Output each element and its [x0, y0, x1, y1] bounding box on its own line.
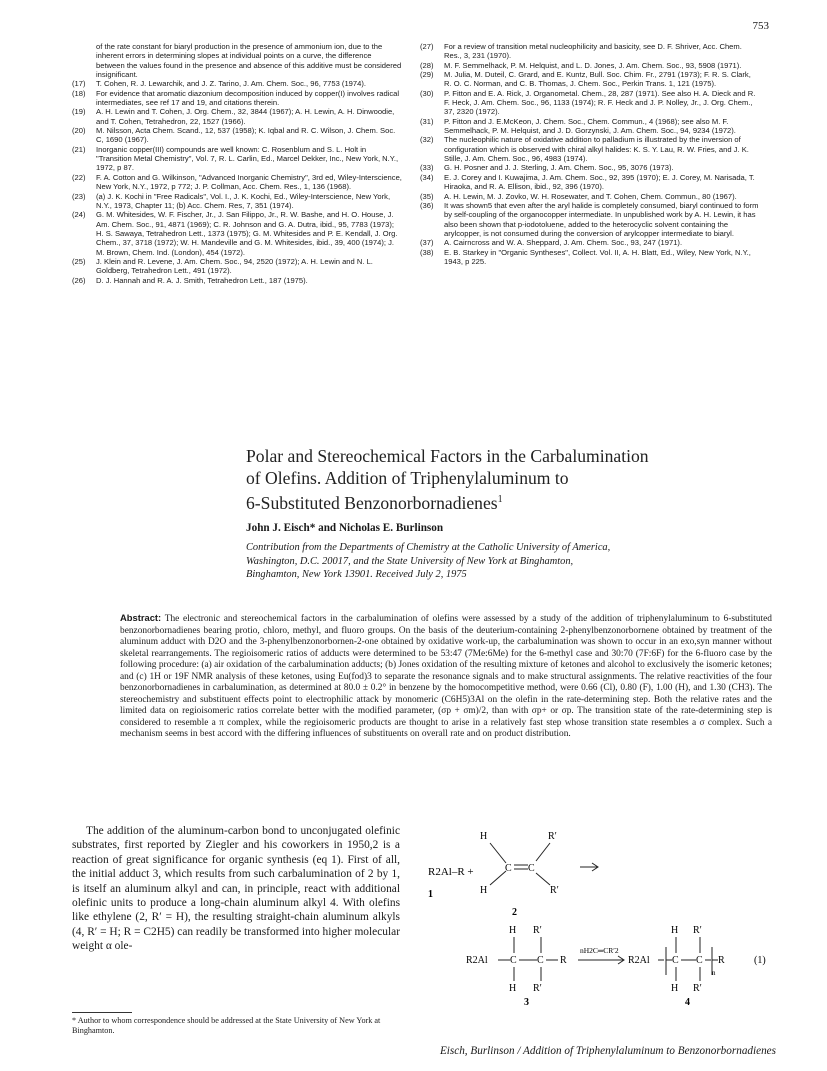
scheme-h-bottom: H: [480, 885, 488, 896]
reference-number: (28): [420, 60, 434, 70]
reference-item: [72, 107, 402, 126]
reference-item: [420, 42, 760, 61]
scheme-label-3: 3: [524, 997, 529, 1005]
reference-number: (32): [420, 135, 434, 145]
reference-item: [72, 210, 402, 257]
body-paragraph: The addition of the aluminum-carbon bond to unconjugated olefinic substrates, first reported by Ziegler and his coworkers in 1950,2 is a reaction of great significance for organic synthesis (eq 1). First of all, the initial adduct 3, which results from such carbalumination of 2 by 1, is itself an aluminum alkyl and can, in principle, react with additional olefinic units to produce a long-chain aluminum alkyl 4. With olefins like ethylene (2, R′ = H), the resulting straight-chain aluminum alkyls (4, R′ = H; R = C2H5) can readily be transformed into higher molecular weight α ole-: [72, 825, 400, 953]
reference-text: F. A. Cotton and G. Wilkinson, "Advanced Inorganic Chemistry", 3rd ed, Wiley-Interscience, New York, N.Y., 1972, p 772; J. P. Collman, Acc. Chem. Res., 1, 136 (1968).: [96, 172, 402, 192]
reference-item: [420, 89, 760, 117]
page-number: 753: [752, 20, 769, 32]
references-right: [420, 42, 760, 266]
title-line-1: Polar and Stereochemical Factors in the Carbalumination: [246, 446, 649, 466]
reference-item: [72, 192, 402, 211]
title-footnote-marker: 1: [497, 494, 503, 505]
reference-number: (31): [420, 116, 434, 126]
reference-item: [72, 257, 402, 276]
reference-text: It was shown5 that even after the aryl halide is completely consumed, biaryl continued to form by self-coupling of the organocopper intermediate. In unpublished work by A. H. Lewin, it has also been shown that p-iodotoluene, added to the heterocyclic solvent containing the arylcopper, is not consumed during the conversion of arylcopper intermediate to biaryl.: [444, 200, 759, 238]
reference-text: M. Nilsson, Acta Chem. Scand., 12, 537 (1958); K. Iqbal and R. C. Wilson, J. Chem. Soc. C, 1690 (1967).: [96, 126, 396, 145]
scheme-label-2: 2: [512, 907, 517, 918]
scheme-c4: C: [537, 955, 544, 966]
reference-text: G. M. Whitesides, W. F. Fischer, Jr., J. San Filippo, Jr., R. W. Bashe, and H. O. House, J. Am. Chem. Soc., 91, 4871 (1969); C. R. Johnson and G. A. Dutra, ibid., 95, 7783 (1973); H. S. Sawaya, Tetrahedron Lett., 1373 (1975); G. M. Whitesides and P. E. Kendall, J. Org. Chem., 37, 3718 (1972); W. H. Mandeville and G. M. Whitesides, ibid., 39, 400 (1974); J. M. Brown, Chem. Ind. (London), 454 (1972).: [96, 210, 398, 257]
scheme-c5: C: [672, 955, 679, 966]
scheme-bond-1: [490, 843, 506, 863]
scheme-bond-2: [490, 871, 506, 885]
reference-item: [420, 248, 760, 267]
affiliation-line-2: Washington, D.C. 20017, and the State University of New York at Binghamton,: [246, 555, 574, 567]
reference-item: [72, 126, 402, 145]
scheme-rp-4a: R′: [693, 925, 702, 936]
abstract-text: The electronic and stereochemical factors in the carbalumination of olefins were assessed by a study of the addition of triphenylaluminum to 6-substituted benzonorbornadienes bearing protio, chloro, methyl, and fluoro groups. On the basis of the deuterium-containing 2-phenylbenzonorbornene obtained by treatment of the aluminum adduct with D2O and the 3-phenylbenzonorbornen-2-one obtained by oxidative work-up, the carbalumination was shown to occur in an exo,syn manner without skeletal rearrangements. The regioisomeric ratios of adducts were determined to be 53:47 (7Me:6Me) for the 6-methyl case and 30:70 (7F:6F) for the 6-fluoro case by the following procedure: (a) air oxidation of the carbalumination adducts; (b) Jones oxidation of the resulting mixture of ketones and alcohol to exclusively the isomeric ketones; and (c) 1H or 19F NMR analysis of these ketones, using Eu(fod)3 to separate the resonance signals and to make structural assignments. The relative reactivities of the four benzonorbornadienes in carbalumination, as determined at 80.0 ± 0.2° in benzene by the homocompetitive method, were 0.66 (Cl), 0.80 (F), 1.00 (H), and 1.30 (CH3). The stereochemistry and substituent effects point to electrophilic attack by monomeric (C6H5)3Al on the olefin in the rate-determining step. Both the relative rates and the limited data on regioisomeric ratios correlate better with the modified parameter, (σp + σm)/2, than with σp+ or σp. The transition state of the rate-determining step is considered to resemble a π complex, while the regioisomeric products are thought to arise in a relatively fast step whose transition state resembles a σ complex. Such a mechanism seems in best accord with the differing influences of substituents on overall rate and on product distribution.: [120, 614, 772, 739]
reference-number: (22): [72, 172, 86, 182]
reference-text: E. J. Corey and I. Kuwajima, J. Am. Chem. Soc., 92, 395 (1970); E. J. Corey, M. Narisada, T. Hiraoka, and R. A. Ellison, ibid., 92, 396 (1970).: [444, 172, 755, 192]
reference-number: (21): [72, 144, 86, 154]
reference-item: [72, 145, 402, 173]
reference-number: (19): [72, 107, 86, 117]
references-left: [72, 42, 402, 285]
reference-number: (17): [72, 79, 86, 89]
scheme-bond-4: [536, 873, 550, 885]
reference-item: [72, 276, 402, 285]
abstract: [120, 612, 772, 741]
scheme-rp-top: R′: [548, 831, 557, 842]
reference-text: For evidence that aromatic diazonium decomposition induced by copper(I) involves radical intermediates, see ref 17 and 19, and citations therein.: [96, 88, 400, 108]
scheme-equation-number: (1): [754, 955, 766, 966]
reference-number: (29): [420, 70, 434, 80]
scheme-rp-3b: R′: [533, 983, 542, 994]
reference-item: [72, 173, 402, 192]
scheme-c6: C: [696, 955, 703, 966]
reference-text: For a review of transition metal nucleophilicity and basicity, see D. F. Shriver, Acc. Chem. Res., 3, 231 (1970).: [444, 42, 742, 61]
authors: John J. Eisch* and Nicholas E. Burlinson: [246, 522, 444, 534]
reference-text: A. Cairncross and W. A. Sheppard, J. Am. Chem. Soc., 93, 247 (1971).: [444, 238, 683, 248]
scheme-h-3b: H: [509, 983, 517, 994]
scheme-h-3a: H: [509, 925, 517, 936]
reference-number: (18): [72, 88, 86, 98]
footnote: * Author to whom correspondence should be addressed at the State University of New York at Binghamton.: [72, 1016, 381, 1035]
title-line-3-text: 6-Substituted Benzonorbornadienes: [246, 492, 498, 513]
affiliation: [246, 541, 786, 582]
reference-text: T. Cohen, R. J. Lewarchik, and J. Z. Tarino, J. Am. Chem. Soc., 96, 7753 (1974).: [96, 79, 366, 89]
reference-text: D. J. Hannah and R. A. J. Smith, Tetrahedron Lett., 187 (1975).: [96, 275, 308, 285]
reference-text: M. F. Semmelhack, P. M. Helquist, and L. D. Jones, J. Am. Chem. Soc., 93, 5908 (1971).: [444, 60, 742, 70]
reference-number: (23): [72, 191, 86, 201]
scheme-subscript-n: n: [712, 969, 716, 977]
scheme-olefin-reagent: nH2C═CR′2: [580, 946, 619, 955]
scheme-h-4b: H: [671, 983, 679, 994]
scheme-rp-4b: R′: [693, 983, 702, 994]
scheme-bond-3: [536, 843, 550, 861]
title-line-3: [246, 489, 776, 514]
scheme-h-top: H: [480, 831, 488, 842]
scheme-rp-3a: R′: [533, 925, 542, 936]
reference-text: J. Klein and R. Levene, J. Am. Chem. Soc., 94, 2520 (1972); A. H. Lewin and N. L. Goldberg, Tetrahedron Lett., 491 (1972).: [96, 256, 373, 276]
title-line-2: of Olefins. Addition of Triphenylaluminum to: [246, 468, 569, 488]
reference-item: [420, 192, 760, 201]
reference-number: (37): [420, 238, 434, 248]
reference-number: (27): [420, 42, 434, 51]
reference-number: (35): [420, 191, 434, 201]
reference-item: [420, 70, 760, 89]
reference-number: (24): [72, 210, 86, 220]
reference-number: (20): [72, 126, 86, 136]
scheme-r-4: R: [718, 955, 725, 966]
reference-item: [420, 117, 760, 136]
scheme-rp-bottom: R′: [550, 885, 559, 896]
reference-number: (38): [420, 247, 434, 257]
running-footer: Eisch, Burlinson / Addition of Triphenylaluminum to Benzonorbornadienes: [439, 1045, 776, 1057]
footnote-rule: [72, 1012, 132, 1013]
scheme-c3: C: [510, 955, 517, 966]
reference-number: (34): [420, 172, 434, 182]
scheme-label-4: 4: [685, 997, 690, 1005]
reference-number: (26): [72, 275, 86, 285]
scheme-reactant-1: R2Al–R +: [428, 866, 474, 878]
reference-item: [72, 79, 402, 88]
abstract-label: Abstract:: [120, 612, 162, 623]
reference-text: A. H. Lewin and T. Cohen, J. Org. Chem., 32, 3844 (1967); A. H. Lewin, A. H. Dinwoodie, and T. Cohen, Tetrahedron, 22, 1527 (1966).: [96, 107, 395, 126]
reference-text: P. Fitton and E. A. Rick, J. Organometal. Chem., 28, 287 (1971). See also H. A. Dieck and R. F. Heck, J. Am. Chem. Soc., 96, 1133 (1974); R. F. Heck and J. P. Nolley, Jr., J. Org. Chem., 37, 2320 (1972).: [444, 88, 756, 117]
reference-item: [420, 173, 760, 192]
reference-text: P. Fitton and J. E.McKeon, J. Chem. Soc., Chem. Commun., 4 (1968); see also M. F. Semmelhack, P. M. Helquist, and J. D. Gorzynski, J. Am. Chem. Soc., 94, 9234 (1972).: [444, 116, 736, 136]
reference-text: of the rate constant for biaryl production in the presence of ammonium ion, due to the inherent errors in determining slopes at individual points on a curve, the difference between the values found in the presence and absence of this additive must be considered insignificant.: [96, 42, 402, 80]
reference-item: [420, 135, 760, 163]
reference-number: (25): [72, 256, 86, 266]
article-title: [246, 445, 776, 514]
scheme-r2al-3: R2Al: [466, 955, 488, 966]
reference-text: Inorganic copper(III) compounds are well known: C. Rosenblum and S. L. Holt in "Transition Metal Chemistry", Vol. 7, R. L. Carlin, Ed., Marcel Dekker, Inc., New York, N.Y., 1972, p 87.: [96, 144, 399, 173]
reference-item: [420, 201, 760, 238]
reference-text: (a) J. K. Kochi in "Free Radicals", Vol. I., J. K. Kochi, Ed., Wiley-Interscience, New York, N.Y., 1973, Chapter 11; (b) Acc. Chem. Res, 7, 351 (1974).: [96, 191, 391, 210]
reaction-scheme: [420, 815, 790, 1005]
scheme-c2: C: [528, 863, 535, 874]
reference-text: G. H. Posner and J. J. Sterling, J. Am. Chem. Soc., 95, 3076 (1973).: [444, 163, 674, 173]
reference-text: A. H. Lewin, M. J. Zovko, W. H. Rosewater, and T. Cohen, Chem. Commun., 80 (1967).: [444, 191, 737, 201]
reference-text: E. B. Starkey in "Organic Syntheses", Collect. Vol. II, A. H. Blatt, Ed., Wiley, New York, N.Y., 1943, p 225.: [444, 247, 751, 266]
reference-number: (36): [420, 200, 434, 210]
scheme-r2al-4: R2Al: [628, 955, 650, 966]
reference-item: [420, 61, 760, 70]
affiliation-line-3: Binghamton, New York 13901. Received July 2, 1975: [246, 569, 467, 581]
reference-item: [420, 238, 760, 247]
scheme-label-1: 1: [428, 889, 433, 900]
reference-text: M. Julia, M. Duteil, C. Grard, and E. Kuntz, Bull. Soc. Chim. Fr., 2791 (1973); F. R. S. Clark, R. O. C. Norman, and C. B. Thomas, J. Chem. Soc., Perkin Trans. 1, 121 (1975).: [444, 70, 751, 89]
scheme-h-4a: H: [671, 925, 679, 936]
affiliation-line-1: Contribution from the Departments of Chemistry at the Catholic University of America,: [246, 542, 611, 553]
reference-item: [72, 89, 402, 108]
reference-number: [72, 42, 96, 79]
reference-number: (30): [420, 88, 434, 98]
scheme-r-3: R: [560, 955, 567, 966]
scheme-c1: C: [505, 863, 512, 874]
reference-text: The nucleophilic nature of oxidative addition to palladium is illustrated by the inversion of configuration which is observed with chiral alkyl halides: K. S. Y. Lau, R. W. Fries, and J. K. Stille, J. Am. Chem. Soc., 96, 4983 (1974).: [444, 135, 749, 164]
reference-number: (33): [420, 163, 434, 173]
reference-item: [420, 163, 760, 172]
reference-item: [72, 42, 402, 79]
